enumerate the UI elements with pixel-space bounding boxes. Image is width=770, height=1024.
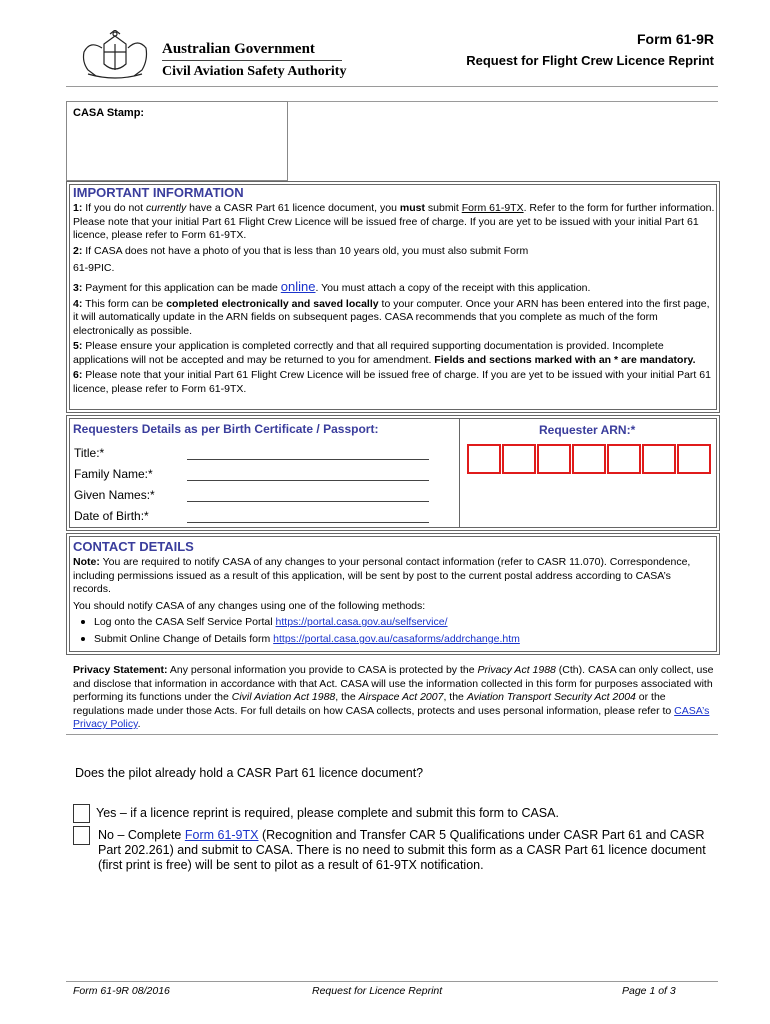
- info-item-5: 5: Please ensure your application is completed correctly and that all required supporting documentation is provided. Incomplete applications will not be accepted and may be returned to you for amendment. Fields and sections marked with an * are mandatory.: [73, 340, 696, 366]
- dob-field[interactable]: [187, 522, 429, 523]
- given-names-field[interactable]: [187, 501, 429, 502]
- given-names-label: Given Names:*: [74, 488, 155, 502]
- casa-stamp-box: [66, 101, 288, 181]
- privacy-statement: Privacy Statement: Any personal information you provide to CASA is protected by the Privacy Act 1988 (Cth). CASA can only collect, use and disclose that information in accordance with that Act. CASA will use the information collected in this form for purposes associated with performing its functions under the Civil Aviation Act 1988, the Airspace Act 2007, the Aviation Transport Security Act 2004 or the regulations made under those Acts. For full details on how CASA collects, protects and uses personal information, please refer to CASA’s Privacy Policy.: [73, 664, 714, 730]
- privacy-policy-link[interactable]: CASA’s Privacy Policy: [73, 704, 710, 730]
- footer-rule: [66, 981, 718, 982]
- form-title: Request for Flight Crew Licence Reprint: [466, 53, 714, 68]
- coat-of-arms-icon: [74, 30, 156, 82]
- bullet-icon: [81, 637, 85, 641]
- change-of-details-link[interactable]: https://portal.casa.gov.au/casaforms/addrchange.htm: [273, 633, 520, 645]
- info-item-2: 2: If CASA does not have a photo of you that is less than 10 years old, you must also submit Form 61-9PIC.: [73, 244, 529, 274]
- yes-option-text: Yes – if a licence reprint is required, please complete and submit this form to CASA.: [96, 806, 559, 820]
- arn-digit-2[interactable]: [502, 444, 536, 474]
- no-option-text: No – Complete Form 61-9TX (Recognition and Transfer CAR 5 Qualifications under CASR Part 61 and CASR Part 202.261) and submit to CASA. There is no need to submit this form as a CASR Part 61 licence document (first print is free) will be sent to pilot as a result of 61-9TX notification.: [98, 828, 706, 872]
- info-item-6: 6: Please note that your initial Part 61 Flight Crew Licence will be issued free of charge. If you are yet to be issued with your initial Part 61 licence, please refer to Form 61-9TX.: [73, 369, 711, 395]
- info-item-4: 4: This form can be completed electronically and saved locally to your computer. Once your ARN has been entered into the first page, it will automatically update in the ARN fields on subsequent pages. CASA recommends that you complete as much of the form electronically as possible.: [73, 297, 710, 337]
- info-item-3: 3: Payment for this application can be made online. You must attach a copy of the receipt with this application.: [73, 279, 591, 294]
- contact-section: [66, 533, 720, 655]
- vertical-divider: [459, 418, 460, 528]
- footer-page: Page 1 of 3: [622, 985, 676, 997]
- casa-stamp-label: CASA Stamp:: [73, 107, 145, 119]
- self-service-portal-link[interactable]: https://portal.casa.gov.au/selfservice/: [275, 616, 448, 628]
- arn-digit-5[interactable]: [607, 444, 641, 474]
- family-name-label: Family Name:*: [74, 467, 153, 481]
- bullet-icon: [81, 620, 85, 624]
- arn-digit-1[interactable]: [467, 444, 501, 474]
- contact-bullet-1: Log onto the CASA Self Service Portal https://portal.casa.gov.au/selfservice/: [81, 616, 701, 630]
- arn-label: Requester ARN:*: [539, 423, 636, 437]
- important-info-heading: IMPORTANT INFORMATION: [73, 185, 244, 200]
- arn-digit-4[interactable]: [572, 444, 606, 474]
- requester-section: [66, 415, 720, 531]
- title-field[interactable]: [187, 459, 429, 460]
- footer-title: Request for Licence Reprint: [312, 985, 443, 997]
- arn-digit-3[interactable]: [537, 444, 571, 474]
- contact-note: Note: You are required to notify CASA of any changes to your personal contact information (refer to CASR 11.070). Correspondence, including permissions issued as a result of this application, will be sent by post to the current postal address according to CASA’s records.: [73, 556, 691, 595]
- stamp-top-rule: [288, 101, 718, 102]
- logo-divider: [162, 60, 342, 61]
- title-label: Title:*: [74, 446, 105, 460]
- form-number: Form 61-9R: [636, 31, 714, 47]
- licence-question: Does the pilot already hold a CASR Part 61 licence document?: [75, 766, 424, 780]
- header-rule: [66, 86, 718, 87]
- contact-bullet-2: Submit Online Change of Details form https://portal.casa.gov.au/casaforms/addrchange.htm: [81, 633, 701, 647]
- online-payment-link[interactable]: online: [280, 279, 316, 294]
- family-name-field[interactable]: [187, 480, 429, 481]
- no-form-61-9tx-link[interactable]: Form 61-9TX: [184, 828, 259, 842]
- authority-name: Civil Aviation Safety Authority: [162, 64, 347, 79]
- important-info-section: [66, 181, 720, 413]
- no-checkbox[interactable]: [73, 826, 90, 845]
- contact-methods: You should notify CASA of any changes using one of the following methods:: [73, 600, 426, 612]
- privacy-rule: [66, 734, 718, 735]
- gov-name: Australian Government: [162, 41, 315, 57]
- form-61-9tx-link[interactable]: Form 61-9TX: [461, 202, 524, 214]
- contact-heading: CONTACT DETAILS: [73, 539, 194, 554]
- arn-digit-7[interactable]: [677, 444, 711, 474]
- requester-heading: Requesters Details as per Birth Certificate / Passport:: [73, 422, 379, 436]
- dob-label: Date of Birth:*: [74, 509, 149, 523]
- important-info-text: [73, 202, 715, 396]
- arn-digit-6[interactable]: [642, 444, 676, 474]
- yes-checkbox[interactable]: [73, 804, 90, 823]
- info-item-1: 1: If you do not currently have a CASR Part 61 licence document, you must submit Form 61-9TX. Refer to the form for further information. Please note that your initial Part 61 Flight Crew Licence will be issued free of charge. If you are yet to be issued with your initial Part 61 licence, please refer to Form 61-9TX.: [73, 202, 715, 241]
- footer-form-id: Form 61-9R 08/2016: [73, 985, 170, 997]
